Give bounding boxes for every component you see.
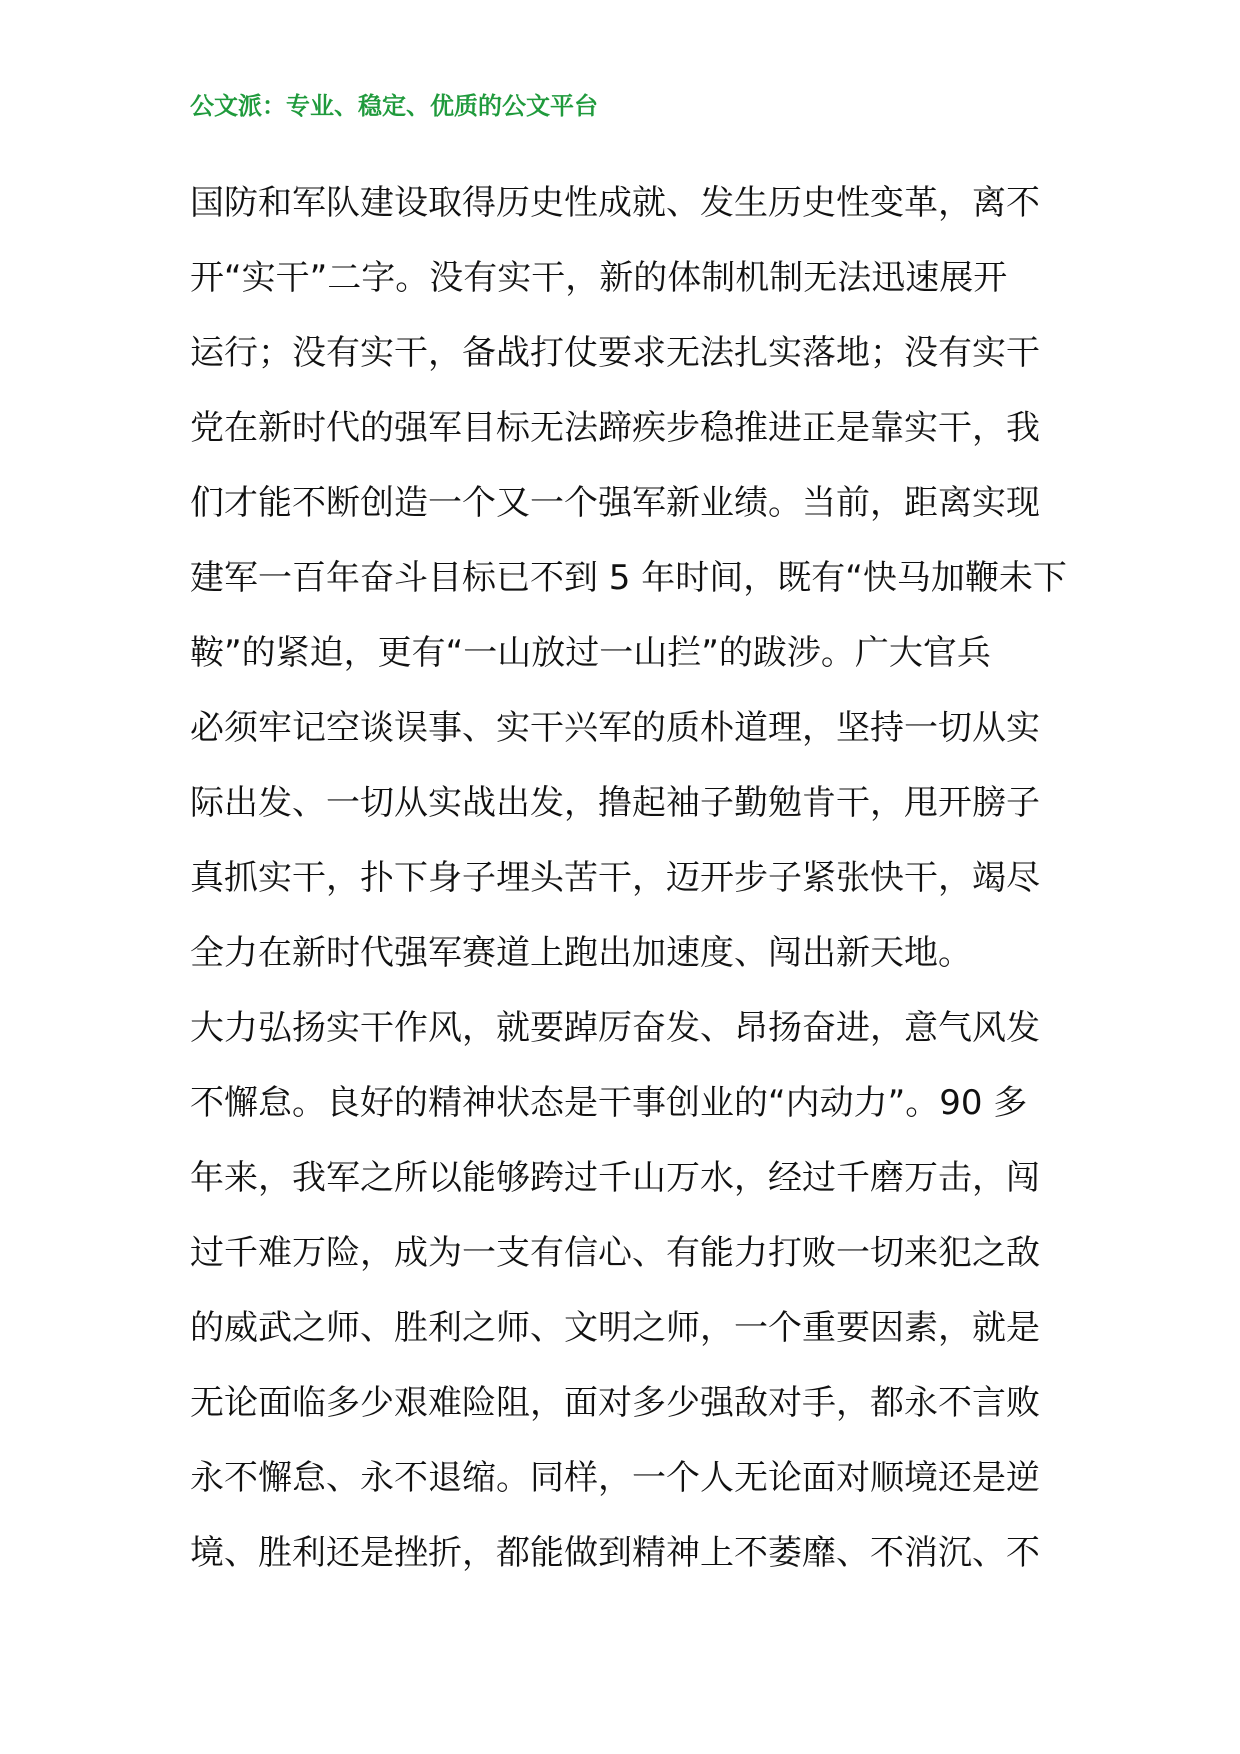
text-line: 境、胜利还是挫折，都能做到精神上不萎靡、不消沉、不 <box>190 1533 1040 1573</box>
paragraph-2 <box>190 991 1070 1591</box>
text-line: 不懈怠。良好的精神状态是干事创业的“内动力”。90 多 <box>190 1083 1028 1123</box>
text-line: 鞍”的紧迫，更有“一山放过一山拦”的跋涉。广大官兵 <box>190 633 991 673</box>
text-line: 的威武之师、胜利之师、文明之师，一个重要因素，就是 <box>190 1308 1040 1348</box>
header-title: 公文派：专业、稳定、优质的公文平台 <box>190 92 598 120</box>
text-line: 真抓实干，扑下身子埋头苦干，迈开步子紧张快干，竭尽 <box>190 858 1040 898</box>
text-line: 运行；没有实干，备战打仗要求无法扎实落地；没有实干 <box>190 333 1040 373</box>
text-line: 建军一百年奋斗目标已不到 5 年时间，既有“快马加鞭未下 <box>190 558 1067 598</box>
paragraph-1 <box>190 166 1070 991</box>
text-line: 必须牢记空谈误事、实干兴军的质朴道理，坚持一切从实 <box>190 708 1040 748</box>
text-line: 全力在新时代强军赛道上跑出加速度、闯出新天地。 <box>190 933 972 973</box>
text-line: 们才能不断创造一个又一个强军新业绩。当前，距离实现 <box>190 483 1040 523</box>
text-line: 际出发、一切从实战出发，撸起袖子勤勉肯干，甩开膀子 <box>190 783 1040 823</box>
text-line: 年来，我军之所以能够跨过千山万水，经过千磨万击，闯 <box>190 1158 1040 1198</box>
text-line: 永不懈怠、永不退缩。同样，一个人无论面对顺境还是逆 <box>190 1458 1040 1498</box>
text-line: 党在新时代的强军目标无法蹄疾步稳推进正是靠实干，我 <box>190 408 1040 448</box>
document-body <box>190 166 1070 1591</box>
text-line: 无论面临多少艰难险阻，面对多少强敌对手，都永不言败 <box>190 1383 1040 1423</box>
text-line: 国防和军队建设取得历史性成就、发生历史性变革，离不 <box>190 183 1040 223</box>
text-line: 过千难万险，成为一支有信心、有能力打败一切来犯之敌 <box>190 1233 1040 1273</box>
text-line: 大力弘扬实干作风，就要踔厉奋发、昂扬奋进，意气风发 <box>190 1008 1040 1048</box>
text-line: 开“实干”二字。没有实干，新的体制机制无法迅速展开 <box>190 258 1008 298</box>
